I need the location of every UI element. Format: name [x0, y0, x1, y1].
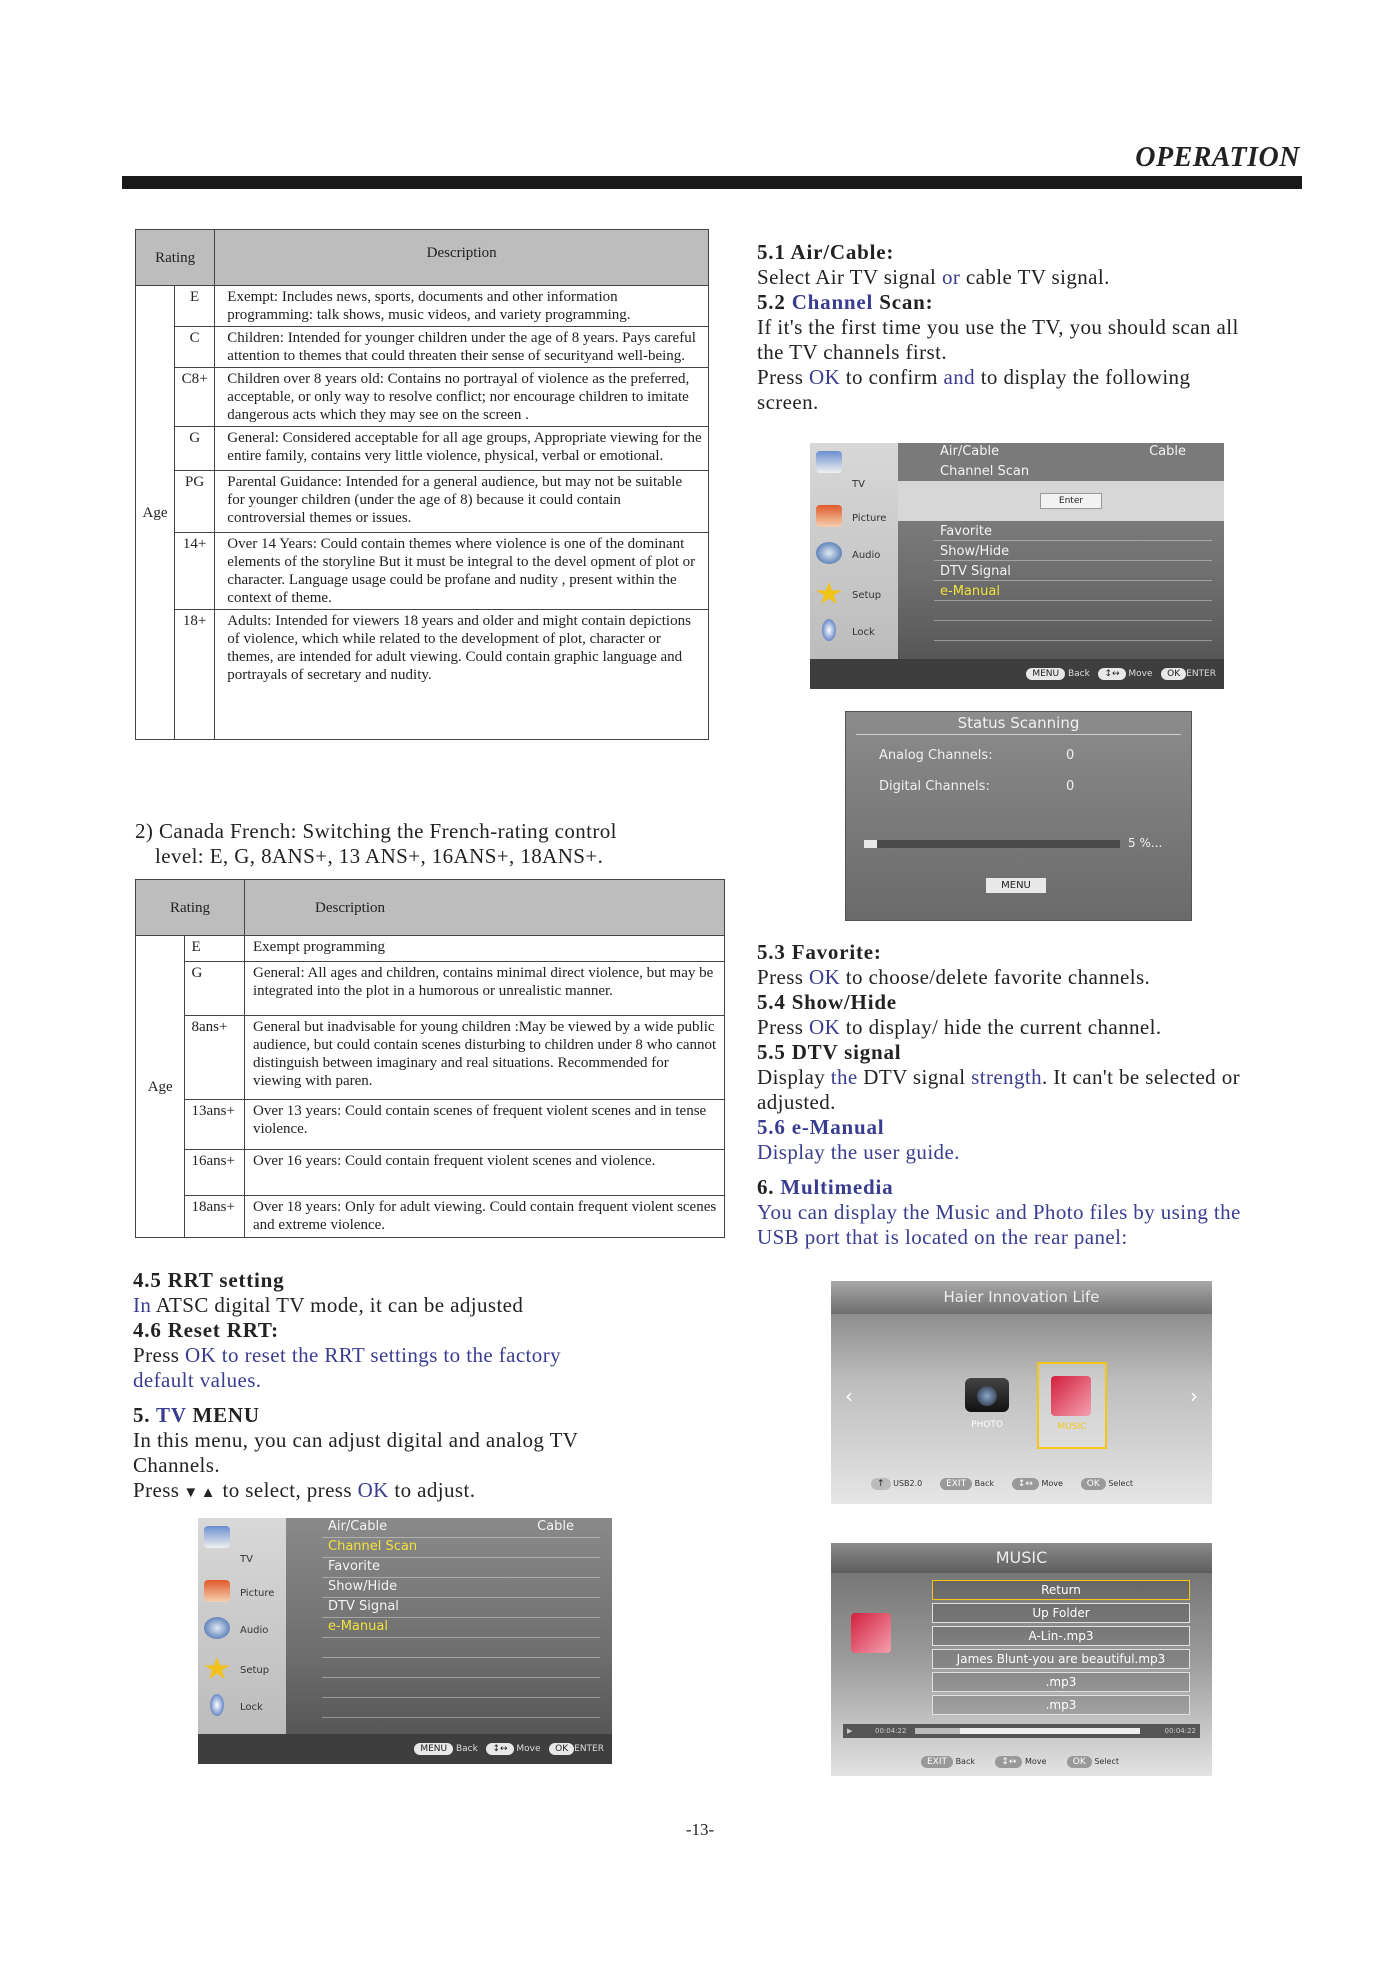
heading-reset-rrt: 4.6 Reset RRT: — [133, 1318, 279, 1342]
rating-code: PG — [175, 471, 215, 533]
footer-select: Select — [1108, 1479, 1133, 1488]
sidebar-item-audio[interactable] — [202, 1613, 286, 1647]
move-key-icon: ↕↔ — [1012, 1478, 1039, 1490]
page-number: -13- — [685, 1820, 715, 1839]
scan-progress-bar — [864, 840, 1120, 848]
rating-code: G — [185, 962, 245, 1016]
scan-progress-text: 5 %... — [1128, 836, 1163, 850]
sidebar-item-picture[interactable] — [814, 501, 898, 535]
sidebar-item-tv[interactable] — [202, 1522, 286, 1565]
move-key-icon: ↕↔ — [1098, 668, 1125, 680]
footer-back: Back — [955, 1757, 975, 1766]
divider — [934, 540, 1212, 541]
sidebar-item-tv[interactable] — [814, 447, 898, 490]
music-file-item[interactable]: .mp3 — [932, 1695, 1190, 1715]
rating-header: Rating — [136, 230, 215, 286]
tv-icon — [816, 451, 842, 473]
rating-code: C8+ — [175, 368, 215, 427]
menu-item-show-hide[interactable]: Show/Hide — [328, 1579, 398, 1594]
text-user-guide: Display the user guide. — [757, 1140, 960, 1164]
heading-5-tv: TV — [156, 1403, 187, 1427]
tv-icon — [204, 1526, 230, 1548]
heading-5-menu: MENU — [186, 1403, 260, 1427]
menu-item-favorite[interactable]: Favorite — [940, 524, 992, 539]
rating-description: Over 16 years: Could contain frequent violent scenes and violence. — [245, 1150, 725, 1196]
text-favorite-desc: to choose/delete favorite channels. — [840, 965, 1151, 989]
menu-item-dtv-signal[interactable]: DTV Signal — [328, 1599, 399, 1614]
divider — [322, 1637, 600, 1638]
music-file-item[interactable]: .mp3 — [932, 1672, 1190, 1692]
age-label: Age — [136, 936, 185, 1238]
footer-select: Select — [1094, 1757, 1119, 1766]
chevron-right-icon[interactable]: › — [1190, 1384, 1198, 1408]
footer-move: Move — [1128, 669, 1153, 679]
usb-home-footer — [871, 1478, 1133, 1490]
divider — [934, 640, 1212, 641]
text-in: In — [133, 1293, 152, 1317]
rating-code: G — [175, 427, 215, 471]
text-and: and — [943, 365, 976, 389]
music-seek-bar[interactable] — [915, 1728, 1140, 1734]
text-menu-desc-1: In this menu, you can adjust digital and analog TV — [133, 1428, 579, 1452]
canada-french-line1: 2) Canada French: Switching the French-rating control — [135, 819, 617, 843]
sidebar-label-lock: Lock — [852, 627, 875, 638]
tv-menu-screen-bottom — [198, 1518, 612, 1764]
aircable-label: Air/Cable — [328, 1519, 388, 1534]
lock-icon — [210, 1694, 224, 1716]
down-arrow-icon: ▼ — [183, 1485, 199, 1501]
music-disc-icon — [851, 1613, 891, 1653]
description-header: Description — [215, 230, 709, 286]
sidebar-item-audio[interactable] — [814, 538, 898, 572]
text-press: Press — [133, 1343, 185, 1367]
up-arrow-icon: ▲ — [200, 1485, 216, 1501]
header-rule — [122, 176, 1302, 189]
footer-move: Move — [1024, 1757, 1047, 1766]
footer-move: Move — [1041, 1479, 1063, 1488]
heading-favorite: 5.3 Favorite: — [757, 940, 882, 964]
scan-title: Status Scanning — [957, 714, 1080, 732]
divider — [322, 1577, 600, 1578]
music-file-list — [932, 1580, 1190, 1718]
right-text-middle — [757, 940, 1241, 1250]
rating-code: 14+ — [175, 533, 215, 610]
menu-item-e-manual[interactable]: e-Manual — [328, 1619, 388, 1634]
menu-item-channel-scan[interactable]: Channel Scan — [328, 1539, 418, 1554]
footer-back: Back — [1067, 669, 1090, 679]
footer-usb: USB2.0 — [893, 1479, 923, 1488]
rating-description: Children over 8 years old: Contains no portrayal of violence as the preferred, acceptable, or only way to resolve conflict; nor encourage children to imitate dangerous acts which they may see on the screen . — [215, 368, 709, 427]
divider — [934, 600, 1212, 601]
move-key-icon: ↕↔ — [486, 1743, 513, 1755]
divider — [934, 620, 1212, 621]
sidebar-label-lock: Lock — [240, 1702, 263, 1713]
text-ok: OK — [357, 1478, 389, 1502]
divider — [934, 560, 1212, 561]
sidebar-item-setup[interactable] — [202, 1653, 286, 1687]
text-press-2: Press — [133, 1478, 180, 1502]
text-to-confirm: to confirm — [840, 365, 944, 389]
footer-enter: ENTER — [574, 1744, 604, 1754]
rating-code: E — [175, 286, 215, 327]
sidebar-label-picture: Picture — [852, 513, 887, 524]
rating-code: 13ans+ — [185, 1100, 245, 1150]
heading-52-scan: Scan: — [873, 290, 934, 314]
footer-back: Back — [455, 1744, 478, 1754]
rating-table-english — [135, 229, 709, 740]
music-file-item[interactable]: A-Lin-.mp3 — [932, 1626, 1190, 1646]
ok-key-icon: OK — [1081, 1478, 1106, 1490]
sidebar-item-setup[interactable] — [814, 578, 898, 612]
left-text-block — [133, 1268, 578, 1506]
rating-code: 8ans+ — [185, 1016, 245, 1100]
sidebar-label-audio: Audio — [852, 550, 881, 561]
divider — [322, 1657, 600, 1658]
music-file-item[interactable]: James Blunt-you are beautiful.mp3 — [932, 1649, 1190, 1669]
aircable-value: Cable — [1149, 444, 1186, 459]
picture-icon — [816, 505, 842, 527]
music-disc-icon — [1051, 1376, 1091, 1416]
menu-item-dtv-signal[interactable]: DTV Signal — [940, 564, 1011, 579]
text-reset-desc: OK to reset the RRT settings to the factory — [185, 1343, 561, 1367]
menu-footer — [810, 659, 1224, 689]
canada-french-text — [135, 819, 617, 869]
rating-code: C — [175, 327, 215, 368]
text-show-hide-desc: to display/ hide the current channel. — [840, 1015, 1162, 1039]
rating-description: Children: Intended for younger children under the age of 8 years. Pays careful attention to themes that could threaten their sense of securityand well-being. — [215, 327, 709, 368]
age-label: Age — [136, 286, 175, 740]
canada-french-line2: level: E, G, 8ANS+, 13 ANS+, 16ANS+, 18ANS+. — [155, 844, 604, 868]
divider — [322, 1537, 600, 1538]
sidebar-item-picture[interactable] — [202, 1576, 286, 1610]
ok-key-icon: OK — [1067, 1756, 1092, 1768]
exit-key-icon: EXIT — [921, 1756, 953, 1768]
rating-table-french — [135, 879, 725, 1238]
heading-show-hide: 5.4 Show/Hide — [757, 990, 897, 1014]
aircable-value: Cable — [537, 1519, 574, 1534]
menu-item-show-hide[interactable]: Show/Hide — [940, 544, 1010, 559]
star-icon — [204, 1657, 230, 1679]
text-cant-select: . It can't be selected or — [1042, 1065, 1241, 1089]
music-label: MUSIC — [1057, 1422, 1087, 1432]
rating-code: 16ans+ — [185, 1150, 245, 1196]
menu-button[interactable]: MENU — [986, 878, 1046, 893]
rating-code: 18+ — [175, 610, 215, 740]
text-dtv-signal: DTV signal — [857, 1065, 972, 1089]
audio-icon — [816, 542, 842, 564]
digital-channels-label: Digital Channels: — [879, 779, 990, 794]
text-multimedia-2: USB port that is located on the rear panel: — [757, 1225, 1128, 1249]
text-strength: strength — [971, 1065, 1042, 1089]
analog-channels-label: Analog Channels: — [879, 748, 993, 763]
sidebar-item-lock[interactable] — [814, 615, 898, 649]
divider — [322, 1597, 600, 1598]
ok-key-icon: OK — [549, 1743, 574, 1755]
text-the: the — [830, 1065, 858, 1089]
right-text-top — [757, 240, 1239, 415]
divider — [322, 1677, 600, 1678]
text-or: or — [941, 265, 961, 289]
star-icon — [816, 582, 842, 604]
menu-item-favorite[interactable]: Favorite — [328, 1559, 380, 1574]
lock-icon — [822, 619, 836, 641]
heading-5-num: 5. — [133, 1403, 157, 1427]
camera-icon[interactable] — [965, 1378, 1009, 1412]
text-press-4: Press — [757, 965, 809, 989]
rating-description: Over 13 years: Could contain scenes of frequent violent scenes and in tense violence. — [245, 1100, 725, 1150]
menu-key-icon: MENU — [414, 1743, 453, 1755]
ok-key-icon: OK — [1161, 668, 1186, 680]
aircable-label: Air/Cable — [940, 444, 1000, 459]
play-icon[interactable]: ▶ — [847, 1727, 853, 1735]
usb-icon: ↑ — [871, 1478, 891, 1490]
time-total: 00:04:22 — [1164, 1727, 1196, 1735]
sidebar-label-picture: Picture — [240, 1588, 275, 1599]
tv-menu-screen-top — [810, 443, 1224, 689]
move-key-icon: ↕↔ — [995, 1756, 1022, 1768]
rating-description: General but inadvisable for young children :May be viewed by a wide public audience, but could contain scenes disturbing to children under 8 who cannot distinguish between imaginary and real situations. Recommended for viewing with paren. — [245, 1016, 725, 1100]
rating-description: Exempt programming — [245, 936, 725, 962]
heading-52-num: 5.2 — [757, 290, 792, 314]
rating-description: Over 18 years: Only for adult viewing. Could contain frequent violent scenes and extreme violence. — [245, 1196, 725, 1238]
text-menu-desc-2: Channels. — [133, 1453, 221, 1477]
divider — [322, 1617, 600, 1618]
rating-description: Exempt: Includes news, sports, documents and other information programming: talk shows, music videos, and variety programming. — [215, 286, 709, 327]
sidebar-item-lock[interactable] — [202, 1690, 286, 1724]
scan-progress-fill — [864, 840, 877, 848]
section-title: OPERATION — [1135, 142, 1300, 173]
text-ok-2: OK — [809, 365, 841, 389]
heading-dtv-signal: 5.5 DTV signal — [757, 1040, 902, 1064]
rating-code: 18ans+ — [185, 1196, 245, 1238]
text-scan-2: the TV channels first. — [757, 340, 947, 364]
text-scan-1: If it's the first time you use the TV, you should scan all — [757, 315, 1239, 339]
rating-code: E — [185, 936, 245, 962]
heading-multimedia: Multimedia — [780, 1175, 894, 1199]
music-progress-bar — [843, 1724, 1200, 1738]
menu-footer — [198, 1734, 612, 1764]
footer-enter: ENTER — [1186, 669, 1216, 679]
text-press-5: Press — [757, 1015, 809, 1039]
text-default-values: default values. — [133, 1368, 262, 1392]
music-title: MUSIC — [831, 1543, 1212, 1573]
sidebar-label-audio: Audio — [240, 1625, 269, 1636]
sidebar-label-tv: TV — [852, 479, 865, 490]
chevron-left-icon[interactable]: ‹ — [845, 1384, 853, 1408]
status-scanning-dialog — [845, 711, 1192, 921]
text-multimedia-1: You can display the Music and Photo files by using the — [757, 1200, 1241, 1224]
text-to-select: to select, press — [216, 1478, 358, 1502]
sidebar-label-setup: Setup — [240, 1665, 270, 1676]
music-tile[interactable] — [1037, 1362, 1107, 1449]
text-ok-4: OK — [809, 1015, 841, 1039]
divider — [322, 1557, 600, 1558]
text-to-display: to display the following — [975, 365, 1191, 389]
heading-rrt-setting: 4.5 RRT setting — [133, 1268, 285, 1292]
text-to-adjust: to adjust. — [388, 1478, 476, 1502]
text-ok-3: OK — [809, 965, 841, 989]
exit-key-icon: EXIT — [940, 1478, 972, 1490]
picture-icon — [204, 1580, 230, 1602]
music-footer — [921, 1756, 1119, 1768]
text-rrt-desc: ATSC digital TV mode, it can be adjusted — [151, 1293, 524, 1317]
divider — [322, 1697, 600, 1698]
rating-description: General: Considered acceptable for all age groups, Appropriate viewing for the entire family, contains very little violence, physical, verbal or emotional. — [215, 427, 709, 471]
footer-move: Move — [516, 1744, 541, 1754]
divider — [856, 734, 1181, 735]
menu-key-icon: MENU — [1026, 668, 1065, 680]
text-select-air: Select Air TV signal — [757, 265, 942, 289]
footer-back: Back — [974, 1479, 995, 1488]
return-item[interactable]: Return — [932, 1580, 1190, 1600]
sidebar-label-setup: Setup — [852, 590, 882, 601]
heading-52-channel: Channel — [791, 290, 874, 314]
text-cable-signal: cable TV signal. — [960, 265, 1110, 289]
digital-channels-value: 0 — [1066, 779, 1075, 794]
menu-item-e-manual[interactable]: e-Manual — [940, 584, 1000, 599]
heading-air-cable: 5.1 Air/Cable: — [757, 240, 895, 264]
time-elapsed: 00:04:22 — [875, 1727, 907, 1735]
photo-label: PHOTO — [971, 1420, 1003, 1430]
description-header-2: Description — [245, 880, 725, 936]
heading-6-num: 6. — [757, 1175, 781, 1199]
menu-item-channel-scan[interactable]: Channel Scan — [940, 464, 1030, 479]
rating-description: Adults: Intended for viewers 18 years and older and might contain depictions of violence, which while related to the development of plot, character or themes, are intended for adult viewing. Could contain graphic language and portrayals of secretary and nudity. — [215, 610, 709, 740]
analog-channels-value: 0 — [1066, 748, 1075, 763]
divider — [934, 580, 1212, 581]
rating-header-2: Rating — [136, 880, 245, 936]
divider — [322, 1717, 600, 1718]
heading-e-manual: 5.6 e-Manual — [757, 1115, 885, 1139]
sidebar-label-tv: TV — [240, 1554, 253, 1565]
rating-description: Parental Guidance: Intended for a general audience, but may not be suitable for younger children (under the age of 8) because it could contain controversial themes or issues. — [215, 471, 709, 533]
rating-description: General: All ages and children, contains minimal direct violence, but may be integrated into the plot in a humorous or unrealistic manner. — [245, 962, 725, 1016]
text-display: Display — [757, 1065, 831, 1089]
usb-home-screen — [831, 1281, 1212, 1504]
music-browser-screen — [831, 1543, 1212, 1776]
usb-home-title: Haier Innovation Life — [831, 1281, 1212, 1314]
audio-icon — [204, 1617, 230, 1639]
rating-description: Over 14 Years: Could contain themes where violence is one of the dominant elements of the storyline But it must be integral to the devel opment of plot or character. Language usage could be profane and nudity , present within the context of theme. — [215, 533, 709, 610]
text-adjusted: adjusted. — [757, 1090, 836, 1114]
music-file-item[interactable]: Up Folder — [932, 1603, 1190, 1623]
enter-button[interactable]: Enter — [1040, 493, 1102, 509]
text-screen: screen. — [757, 390, 819, 414]
text-press-3: Press — [757, 365, 809, 389]
